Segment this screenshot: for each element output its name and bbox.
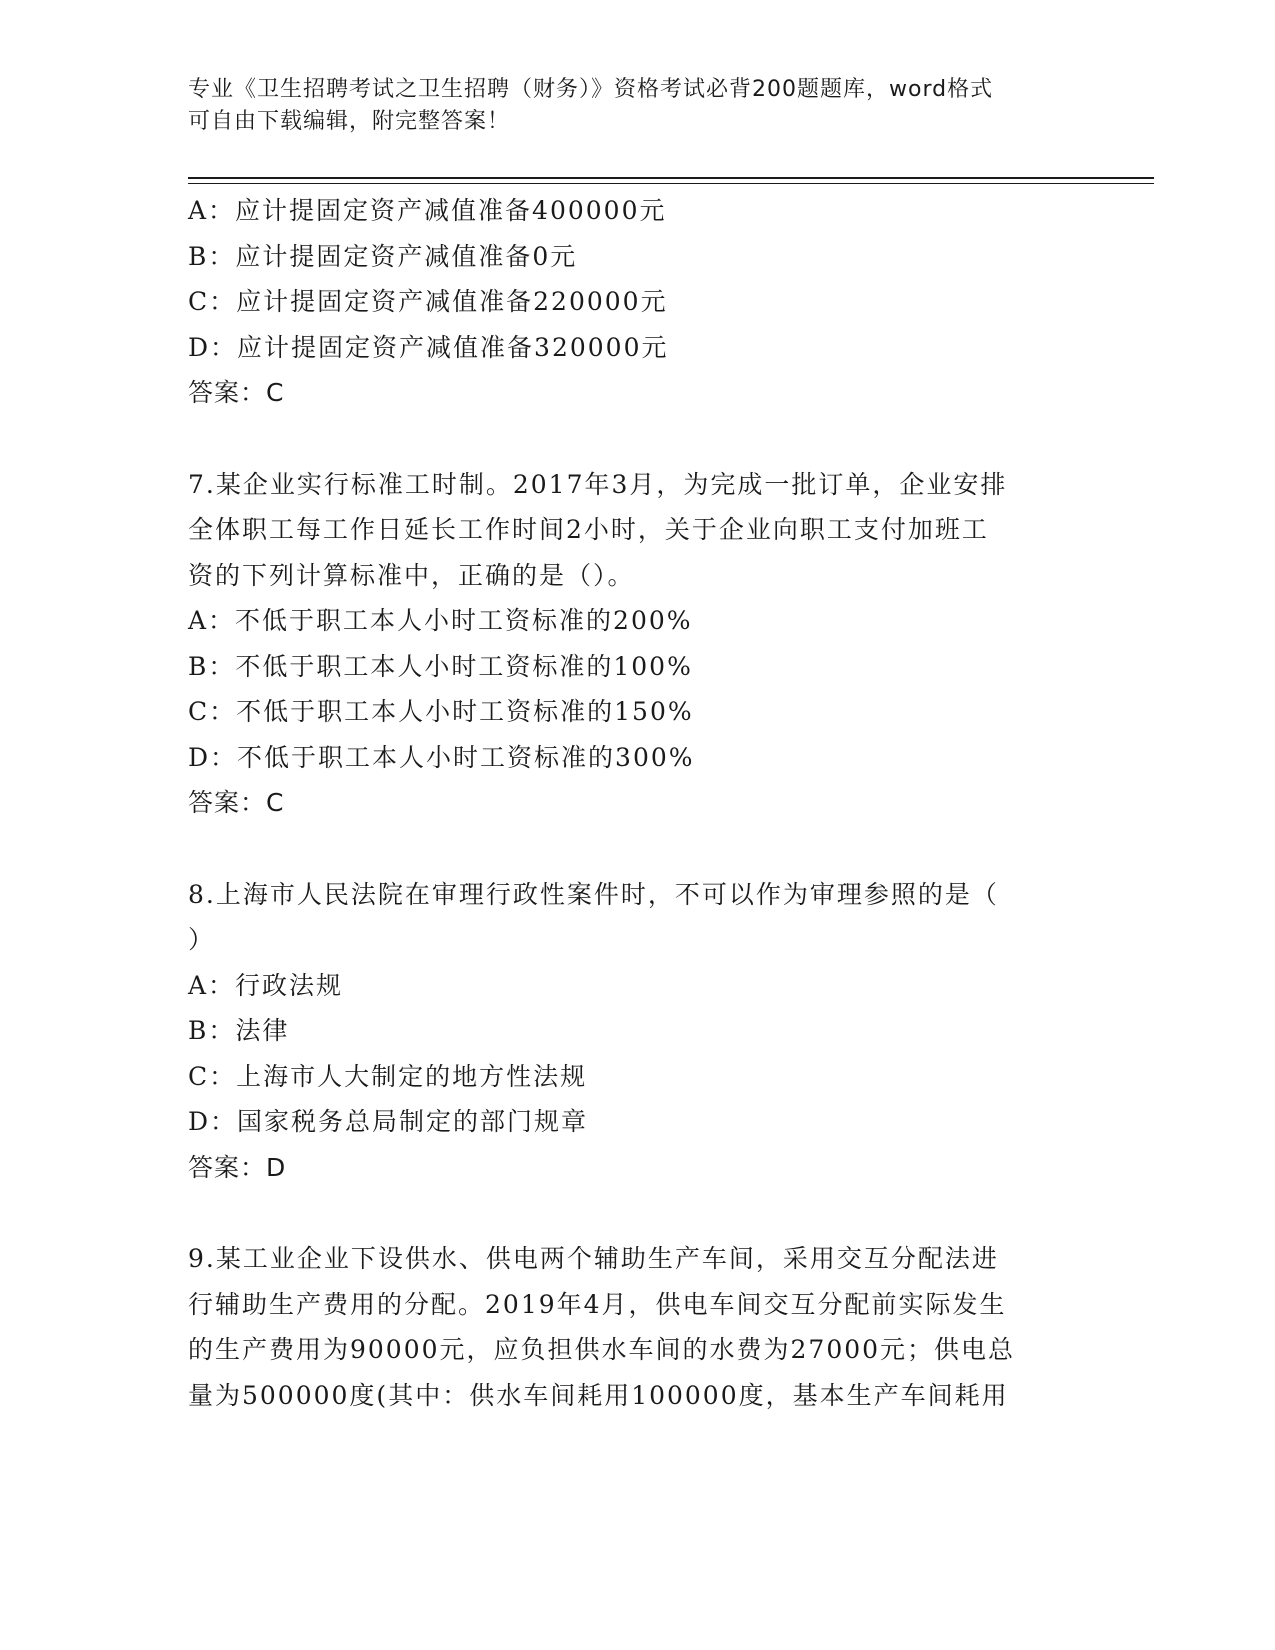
question-8 [188, 872, 1068, 1191]
question-stem-line: 行辅助生产费用的分配。2019年4月，供电车间交互分配前实际发生 [188, 1289, 1007, 1319]
option-b: B：不低于职工本人小时工资标准的100% [188, 651, 693, 681]
header-line-2: 可自由下载编辑，附完整答案！ [188, 109, 511, 134]
option-d: D：国家税务总局制定的部门规章 [188, 1107, 589, 1136]
option-a: A：行政法规 [188, 970, 344, 1000]
question-spacer [188, 1190, 1068, 1236]
question-stem-line: 资的下列计算标准中，正确的是（）。 [188, 560, 635, 590]
question-7 [188, 462, 1068, 826]
answer-line: 答案：C [188, 788, 285, 817]
option-d: D：不低于职工本人小时工资标准的300% [188, 742, 695, 772]
question-stem-line: 全体职工每工作日延长工作时间2小时，关于企业向职工支付加班工 [188, 515, 989, 544]
question-stem-line: 的生产费用为90000元，应负担供水车间的水费为27000元；供电总 [188, 1335, 1016, 1364]
question-stem-line: ） [188, 925, 216, 954]
document-body [188, 188, 1068, 1418]
question-9 [188, 1236, 1068, 1418]
question-spacer [188, 416, 1068, 462]
question-stem-line: 7.某企业实行标准工时制。2017年3月，为完成一批订单，企业安排 [188, 469, 1008, 499]
document-header [188, 74, 1068, 138]
question-stem-line: 9.某工业企业下设供水、供电两个辅助生产车间，采用交互分配法进 [188, 1244, 999, 1273]
option-c: C：应计提固定资产减值准备220000元 [188, 287, 668, 316]
option-b: B：应计提固定资产减值准备0元 [188, 241, 578, 271]
option-d: D：应计提固定资产减值准备320000元 [188, 332, 669, 362]
option-a: A：应计提固定资产减值准备400000元 [188, 196, 667, 225]
option-b: B：法律 [188, 1016, 290, 1045]
question-spacer [188, 826, 1068, 872]
header-rule-thin [188, 183, 1154, 184]
header-rule-thick [188, 177, 1154, 179]
option-a: A：不低于职工本人小时工资标准的200% [188, 606, 693, 635]
header-line-1: 专业《卫生招聘考试之卫生招聘（财务）》资格考试必背200题题库，word格式 [188, 77, 994, 102]
answer-line: 答案：C [188, 378, 285, 407]
option-c: C：上海市人大制定的地方性法规 [188, 1061, 588, 1091]
option-c: C：不低于职工本人小时工资标准的150% [188, 697, 694, 726]
question-stem-line: 量为500000度(其中：供水车间耗用100000度，基本生产车间耗用 [188, 1380, 1009, 1410]
question-stem-line: 8.上海市人民法院在审理行政性案件时，不可以作为审理参照的是（ [188, 879, 999, 909]
question-6-continued [188, 188, 1068, 416]
answer-line: 答案：D [188, 1152, 287, 1182]
